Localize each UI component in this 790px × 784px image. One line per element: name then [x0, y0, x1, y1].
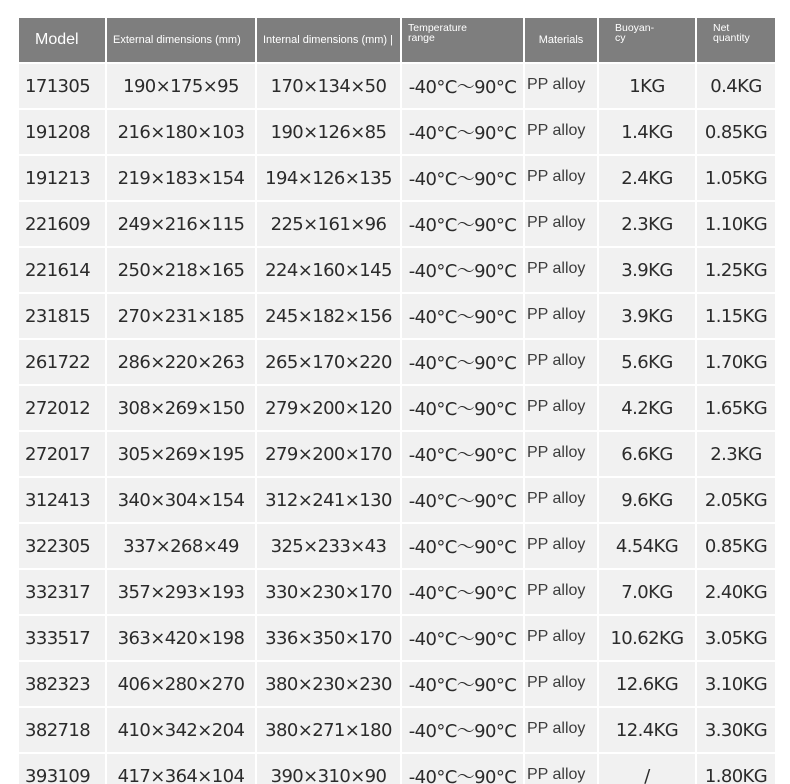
header-internal-label: Internal dimensions (mm): [263, 33, 388, 46]
cell-temperature-range: -40°C～90°C: [402, 340, 523, 384]
cell-temperature-range: -40°C～90°C: [402, 616, 523, 660]
cell-model: 191208: [19, 110, 105, 154]
cell-net-quantity: 2.40KG: [697, 570, 775, 614]
table-row: [19, 202, 775, 246]
cell-buoyancy: 5.6KG: [599, 340, 695, 384]
header-temperature-line2: range: [408, 31, 435, 44]
cell-model: 171305: [19, 64, 105, 108]
table-row: [19, 386, 775, 430]
cell-external-dimensions: 410×342×204: [107, 708, 255, 752]
cell-buoyancy: 1.4KG: [599, 110, 695, 154]
cell-buoyancy: 2.3KG: [599, 202, 695, 246]
cell-model: 382323: [19, 662, 105, 706]
table-row: [19, 662, 775, 706]
cell-buoyancy: 4.2KG: [599, 386, 695, 430]
cell-net-quantity: 0.85KG: [697, 524, 775, 568]
cell-material: PP alloy: [525, 248, 597, 292]
cell-temperature-range: -40°C～90°C: [402, 570, 523, 614]
cell-net-quantity: 0.85KG: [697, 110, 775, 154]
cell-external-dimensions: 270×231×185: [107, 294, 255, 338]
cell-external-dimensions: 219×183×154: [107, 156, 255, 200]
cell-temperature-range: -40°C～90°C: [402, 64, 523, 108]
cell-model: 312413: [19, 478, 105, 522]
cell-temperature-range: -40°C～90°C: [402, 708, 523, 752]
cell-internal-dimensions: 190×126×85: [257, 110, 400, 154]
cell-material: PP alloy: [525, 616, 597, 660]
cell-model: 333517: [19, 616, 105, 660]
cell-model: 191213: [19, 156, 105, 200]
cell-net-quantity: 2.3KG: [697, 432, 775, 476]
table-row: [19, 156, 775, 200]
table-row: [19, 570, 775, 614]
cell-external-dimensions: 363×420×198: [107, 616, 255, 660]
cell-model: 382718: [19, 708, 105, 752]
cell-material: PP alloy: [525, 340, 597, 384]
table-row: [19, 708, 775, 752]
cell-net-quantity: 1.05KG: [697, 156, 775, 200]
cell-external-dimensions: 249×216×115: [107, 202, 255, 246]
cell-external-dimensions: 406×280×270: [107, 662, 255, 706]
cell-internal-dimensions: 380×271×180: [257, 708, 400, 752]
table-header: [19, 18, 775, 62]
cell-net-quantity: 1.70KG: [697, 340, 775, 384]
header-buoyancy-line2: cy: [615, 31, 626, 44]
cell-internal-dimensions: 325×233×43: [257, 524, 400, 568]
cell-external-dimensions: 340×304×154: [107, 478, 255, 522]
table-row: [19, 754, 775, 784]
cell-material: PP alloy: [525, 478, 597, 522]
header-external-dimensions: External dimensions (mm): [107, 18, 255, 62]
cell-model: 221609: [19, 202, 105, 246]
cell-material: PP alloy: [525, 110, 597, 154]
cell-external-dimensions: 417×364×104: [107, 754, 255, 784]
cell-temperature-range: -40°C～90°C: [402, 754, 523, 784]
cell-model: 322305: [19, 524, 105, 568]
header-net-line1: Net: [713, 22, 730, 34]
cell-buoyancy: 10.62KG: [599, 616, 695, 660]
table-row: [19, 294, 775, 338]
cell-internal-dimensions: 225×161×96: [257, 202, 400, 246]
cell-external-dimensions: 308×269×150: [107, 386, 255, 430]
cell-material: PP alloy: [525, 294, 597, 338]
cell-buoyancy: 3.9KG: [599, 294, 695, 338]
cell-model: 272012: [19, 386, 105, 430]
cell-buoyancy: 7.0KG: [599, 570, 695, 614]
cell-internal-dimensions: 380×230×230: [257, 662, 400, 706]
cell-internal-dimensions: 170×134×50: [257, 64, 400, 108]
header-model: Model: [19, 18, 105, 62]
cell-model: 221614: [19, 248, 105, 292]
cell-buoyancy: 9.6KG: [599, 478, 695, 522]
cell-external-dimensions: 305×269×195: [107, 432, 255, 476]
table-row: [19, 616, 775, 660]
header-temperature-line1: Temperature: [408, 22, 467, 34]
table-row: [19, 524, 775, 568]
cell-internal-dimensions: 279×200×120: [257, 386, 400, 430]
cell-net-quantity: 3.05KG: [697, 616, 775, 660]
cell-buoyancy: 1KG: [599, 64, 695, 108]
header-net-line2: quantity: [713, 31, 750, 44]
cell-model: 272017: [19, 432, 105, 476]
cell-external-dimensions: 286×220×263: [107, 340, 255, 384]
cell-material: PP alloy: [525, 386, 597, 430]
cell-model: 231815: [19, 294, 105, 338]
header-net-quantity: [697, 18, 775, 62]
cell-material: PP alloy: [525, 570, 597, 614]
header-temperature-range: [402, 18, 523, 62]
cell-buoyancy: 6.6KG: [599, 432, 695, 476]
cell-material: PP alloy: [525, 524, 597, 568]
cell-buoyancy: 4.54KG: [599, 524, 695, 568]
cell-external-dimensions: 357×293×193: [107, 570, 255, 614]
header-row: [19, 18, 775, 62]
cell-temperature-range: -40°C～90°C: [402, 294, 523, 338]
cell-net-quantity: 1.80KG: [697, 754, 775, 784]
cell-material: PP alloy: [525, 662, 597, 706]
cell-internal-dimensions: 336×350×170: [257, 616, 400, 660]
cell-internal-dimensions: 312×241×130: [257, 478, 400, 522]
header-internal-dimensions: [257, 18, 400, 62]
cell-material: PP alloy: [525, 708, 597, 752]
table-body: [19, 64, 775, 784]
cell-external-dimensions: 250×218×165: [107, 248, 255, 292]
cell-temperature-range: -40°C～90°C: [402, 156, 523, 200]
cell-net-quantity: 3.10KG: [697, 662, 775, 706]
cell-net-quantity: 1.65KG: [697, 386, 775, 430]
cell-buoyancy: 3.9KG: [599, 248, 695, 292]
table-row: [19, 432, 775, 476]
cell-internal-dimensions: 265×170×220: [257, 340, 400, 384]
cell-internal-dimensions: 279×200×170: [257, 432, 400, 476]
cell-material: PP alloy: [525, 156, 597, 200]
cell-model: 261722: [19, 340, 105, 384]
table-row: [19, 64, 775, 108]
cell-temperature-range: -40°C～90°C: [402, 110, 523, 154]
table-row: [19, 248, 775, 292]
header-buoyancy-line1: Buoyan-: [615, 22, 655, 34]
table-row: [19, 340, 775, 384]
header-materials: Materials: [525, 18, 597, 62]
cell-material: PP alloy: [525, 64, 597, 108]
header-internal-mark: |: [390, 33, 394, 46]
cell-net-quantity: 2.05KG: [697, 478, 775, 522]
cell-net-quantity: 0.4KG: [697, 64, 775, 108]
cell-external-dimensions: 190×175×95: [107, 64, 255, 108]
cell-internal-dimensions: 330×230×170: [257, 570, 400, 614]
cell-internal-dimensions: 224×160×145: [257, 248, 400, 292]
cell-buoyancy: 2.4KG: [599, 156, 695, 200]
cell-temperature-range: -40°C～90°C: [402, 386, 523, 430]
cell-temperature-range: -40°C～90°C: [402, 524, 523, 568]
cell-external-dimensions: 337×268×49: [107, 524, 255, 568]
cell-internal-dimensions: 245×182×156: [257, 294, 400, 338]
cell-material: PP alloy: [525, 754, 597, 784]
cell-material: PP alloy: [525, 432, 597, 476]
cell-buoyancy: /: [599, 754, 695, 784]
cell-buoyancy: 12.4KG: [599, 708, 695, 752]
header-buoyancy: [599, 18, 695, 62]
table-row: [19, 110, 775, 154]
cell-temperature-range: -40°C～90°C: [402, 248, 523, 292]
cell-model: 332317: [19, 570, 105, 614]
cell-net-quantity: 1.10KG: [697, 202, 775, 246]
cell-net-quantity: 1.25KG: [697, 248, 775, 292]
cell-internal-dimensions: 194×126×135: [257, 156, 400, 200]
cell-material: PP alloy: [525, 202, 597, 246]
cell-temperature-range: -40°C～90°C: [402, 662, 523, 706]
cell-model: 393109: [19, 754, 105, 784]
cell-external-dimensions: 216×180×103: [107, 110, 255, 154]
cell-net-quantity: 1.15KG: [697, 294, 775, 338]
cell-buoyancy: 12.6KG: [599, 662, 695, 706]
cell-net-quantity: 3.30KG: [697, 708, 775, 752]
cell-internal-dimensions: 390×310×90: [257, 754, 400, 784]
cell-temperature-range: -40°C～90°C: [402, 202, 523, 246]
cell-temperature-range: -40°C～90°C: [402, 478, 523, 522]
cell-temperature-range: -40°C～90°C: [402, 432, 523, 476]
table-row: [19, 478, 775, 522]
specification-table: [17, 16, 777, 784]
